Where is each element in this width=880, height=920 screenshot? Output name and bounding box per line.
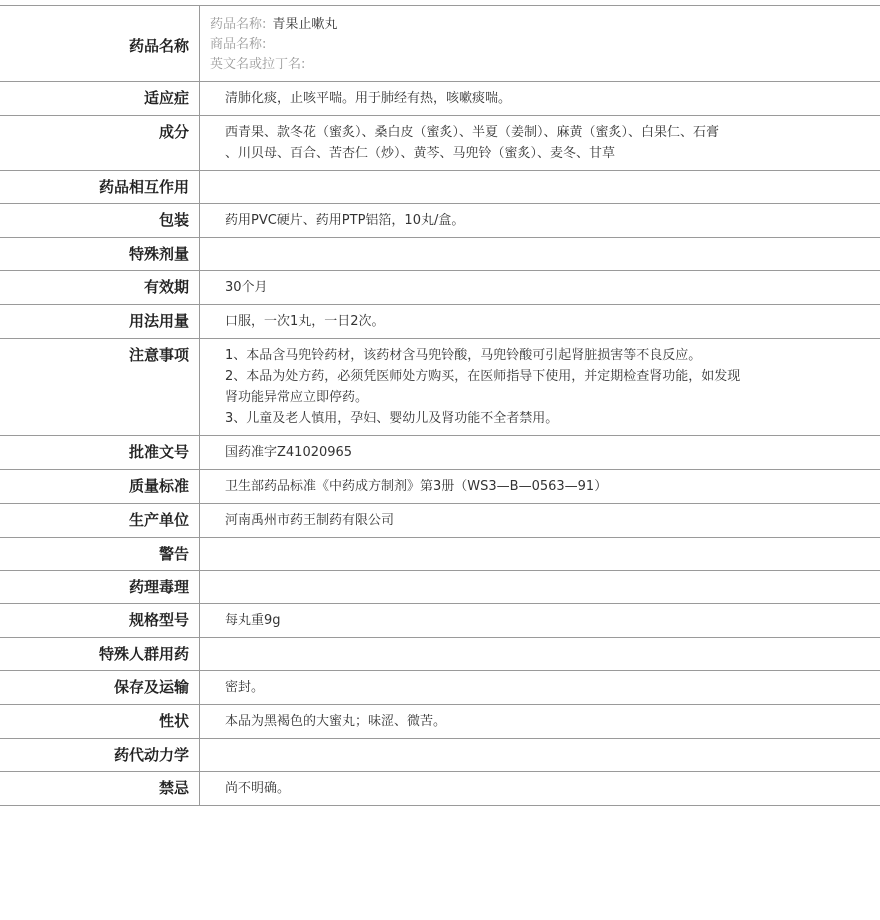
row-label: 成分 [0,116,200,170]
row-label: 生产单位 [0,504,200,537]
spec-row [0,238,880,271]
row-label: 用法用量 [0,305,200,338]
row-value-line: 国药准字Z41020965 [225,445,353,460]
spec-row [0,271,880,305]
drug-name-values [200,6,880,81]
row-label: 规格型号 [0,604,200,637]
row-label: 药品名称 [0,6,200,81]
row-label: 保存及运输 [0,671,200,704]
generic-name-key: 药品名称: [210,17,267,32]
spec-row [0,705,880,739]
spec-row [0,739,880,772]
row-value [200,772,880,805]
row-value [200,638,880,670]
spec-rows [0,82,880,806]
row-label: 适应症 [0,82,200,115]
row-value-line: 河南禹州市药王制药有限公司 [225,513,395,528]
row-label: 包装 [0,204,200,237]
row-value [200,339,880,435]
row-value [200,204,880,237]
row-value [200,671,880,704]
row-value-line: 卫生部药品标准《中药成方制剂》第3册（WS3—B—0563—91） [225,479,608,494]
spec-row [0,470,880,504]
row-label: 性状 [0,705,200,738]
generic-name-line [210,15,790,35]
row-value [200,571,880,603]
row-value-line: 每丸重9g [225,613,281,628]
spec-row [0,305,880,339]
english-name-line [210,55,790,75]
row-value [200,271,880,304]
spec-row [0,339,880,436]
spec-row [0,604,880,638]
row-value-line: 尚不明确。 [225,781,291,796]
spec-row [0,638,880,671]
spec-row [0,171,880,204]
spec-row [0,204,880,238]
row-label: 有效期 [0,271,200,304]
row-label: 药理毒理 [0,571,200,603]
row-value [200,538,880,570]
spec-row [0,571,880,604]
row-value [200,171,880,203]
row-value [200,116,880,170]
row-value [200,470,880,503]
row-label: 特殊人群用药 [0,638,200,670]
trade-name-key: 商品名称: [210,37,267,52]
spec-row [0,82,880,116]
row-value-line: 、川贝母、百合、苦杏仁（炒）、黄芩、马兜铃（蜜炙）、麦冬、甘草 [225,146,616,161]
row-value-line: 药用PVC硬片、药用PTP铝箔，10丸/盒。 [225,213,465,228]
row-value-line: 口服，一次1丸，一日2次。 [225,314,385,329]
row-value-line: 肾功能异常应立即停药。 [225,390,369,405]
row-value-line: 西青果、款冬花（蜜炙）、桑白皮（蜜炙）、半夏（姜制）、麻黄（蜜炙）、白果仁、石膏 [225,125,720,140]
row-value-line: 2、本品为处方药，必须凭医师处方购买，在医师指导下使用，并定期检查肾功能，如发现 [225,369,741,384]
row-value-line: 清肺化痰，止咳平喘。用于肺经有热，咳嗽痰喘。 [225,91,512,106]
row-value [200,82,880,115]
row-value [200,305,880,338]
row-drug-name [0,6,880,82]
row-value-line: 30个月 [225,280,268,295]
row-label: 警告 [0,538,200,570]
row-value-line: 1、本品含马兜铃药材，该药材含马兜铃酸，马兜铃酸可引起肾脏损害等不良反应。 [225,348,702,363]
row-label: 注意事项 [0,339,200,435]
spec-row [0,772,880,806]
trade-name-line [210,35,790,55]
row-label: 药代动力学 [0,739,200,771]
spec-row [0,671,880,705]
row-label: 批准文号 [0,436,200,469]
row-value [200,238,880,270]
spec-row [0,436,880,470]
row-label: 特殊剂量 [0,238,200,270]
row-label: 禁忌 [0,772,200,805]
generic-name-value: 青果止嗽丸 [272,17,338,32]
row-value [200,504,880,537]
spec-row [0,504,880,538]
row-value-line: 3、儿童及老人慎用，孕妇、婴幼儿及肾功能不全者禁用。 [225,411,559,426]
row-label: 质量标准 [0,470,200,503]
row-value [200,604,880,637]
row-value-line: 本品为黑褐色的大蜜丸；味涩、微苦。 [225,714,447,729]
spec-row [0,116,880,171]
row-value [200,739,880,771]
row-value [200,436,880,469]
spec-row [0,538,880,571]
drug-spec-table [0,5,880,806]
row-value-line: 密封。 [225,680,265,695]
row-value [200,705,880,738]
english-name-key: 英文名或拉丁名: [210,57,306,72]
row-label: 药品相互作用 [0,171,200,203]
